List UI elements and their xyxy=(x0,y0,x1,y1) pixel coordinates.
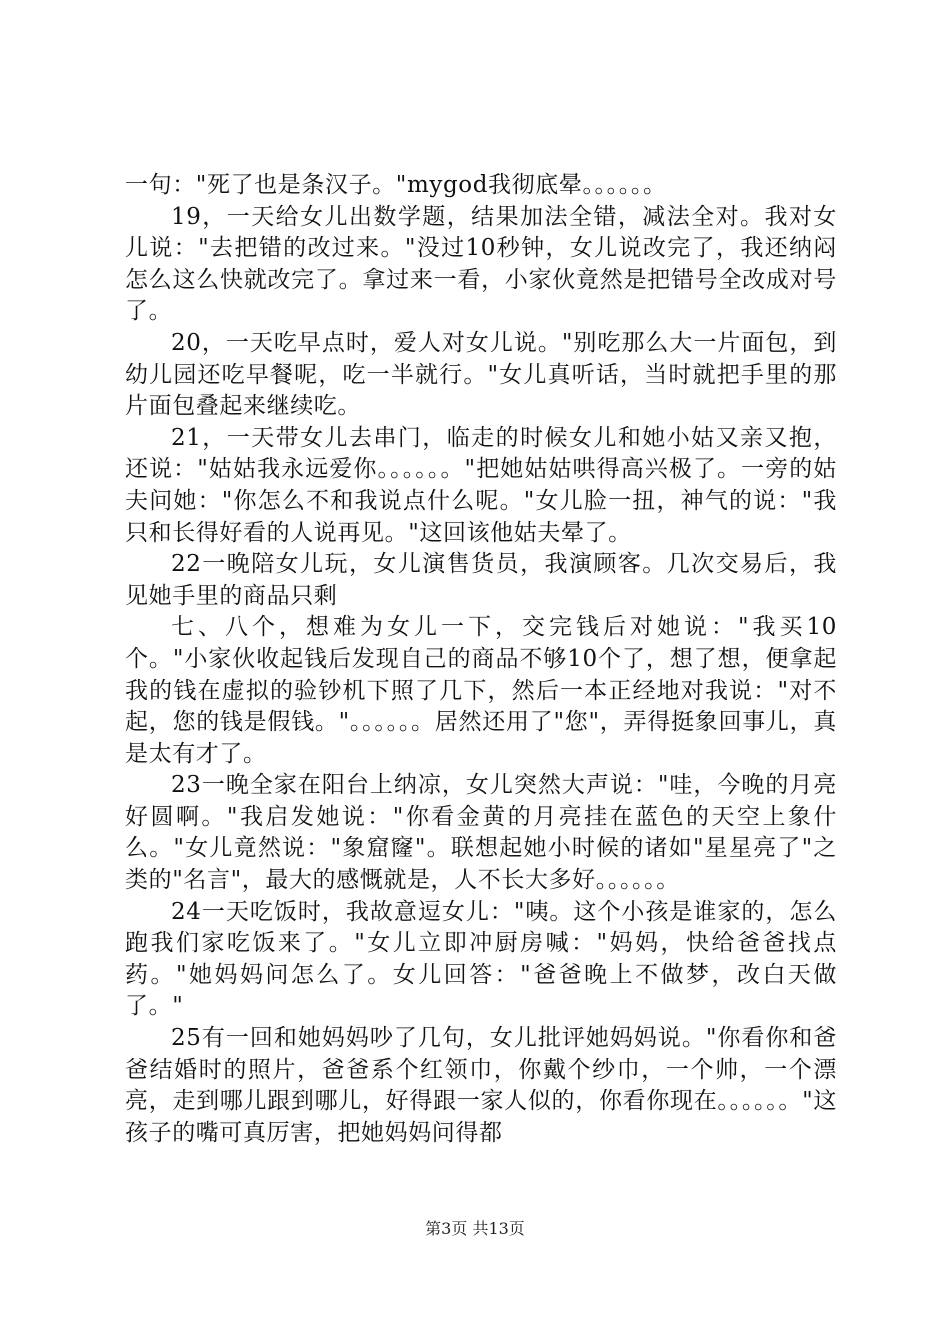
document-body xyxy=(125,170,837,1149)
paragraph-23: 23一晚全家在阳台上纳凉，女儿突然大声说："哇，今晚的月亮好圆啊。"我启发她说："你看金黄的月亮挂在蓝色的天空上象什么。"女儿竟然说："象窟窿"。联想起她小时候的诸如"星星亮了"之类的"名言"，最大的感慨就是，人不长大多好。。。。。。 xyxy=(125,772,837,894)
paragraph-22: 22一晚陪女儿玩，女儿演售货员，我演顾客。几次交易后，我见她手里的商品只剩 xyxy=(125,551,837,609)
paragraph-19: 19，一天给女儿出数学题，结果加法全错，减法全对。我对女儿说："去把错的改过来。"没过10秒钟，女儿说改完了，我还纳闷怎么这么快就改完了。拿过来一看，小家伙竟然是把错号全改成对号了。 xyxy=(125,203,837,325)
paragraph-21: 21，一天带女儿去串门，临走的时候女儿和她小姑又亲又抱，还说："姑姑我永远爱你。。。。。。"把她姑姑哄得高兴极了。一旁的姑夫问她："你怎么不和我说点什么呢。"女儿脸一扭，神气的说："我只和长得好看的人说再见。"这回该他姑夫晕了。 xyxy=(125,424,837,546)
paragraph-20: 20，一天吃早点时，爱人对女儿说。"别吃那么大一片面包，到幼儿园还吃早餐呢，吃一半就行。"女儿真听话，当时就把手里的那片面包叠起来继续吃。 xyxy=(125,329,837,420)
paragraph-continuation: 一句："死了也是条汉子。"mygod我彻底晕。。。。。。 xyxy=(125,172,667,198)
page-footer: 第3页 共13页 xyxy=(425,1219,525,1238)
paragraph-22-continued: 七、八个，想难为女儿一下，交完钱后对她说："我买10个。"小家伙收起钱后发现自己的商品不够10个了，想了想，便拿起我的钱在虚拟的验钞机下照了几下，然后一本正经地对我说："对不起，您的钱是假钱。"。。。。。。居然还用了"您"，弄得挺象回事儿，真是太有才了。 xyxy=(125,614,837,767)
paragraph-24: 24一天吃饭时，我故意逗女儿："咦。这个小孩是谁家的，怎么跑我们家吃饭来了。"女儿立即冲厨房喊："妈妈，快给爸爸找点药。"她妈妈问怎么了。女儿回答："爸爸晚上不做梦，改白天做了。" xyxy=(125,898,837,1020)
paragraph-25: 25有一回和她妈妈吵了几句，女儿批评她妈妈说。"你看你和爸爸结婚时的照片，爸爸系个红领巾，你戴个纱巾，一个帅，一个漂亮，走到哪儿跟到哪儿，好得跟一家人似的，你看你现在。。。。。。"这孩子的嘴可真厉害，把她妈妈问得都 xyxy=(125,1025,837,1146)
